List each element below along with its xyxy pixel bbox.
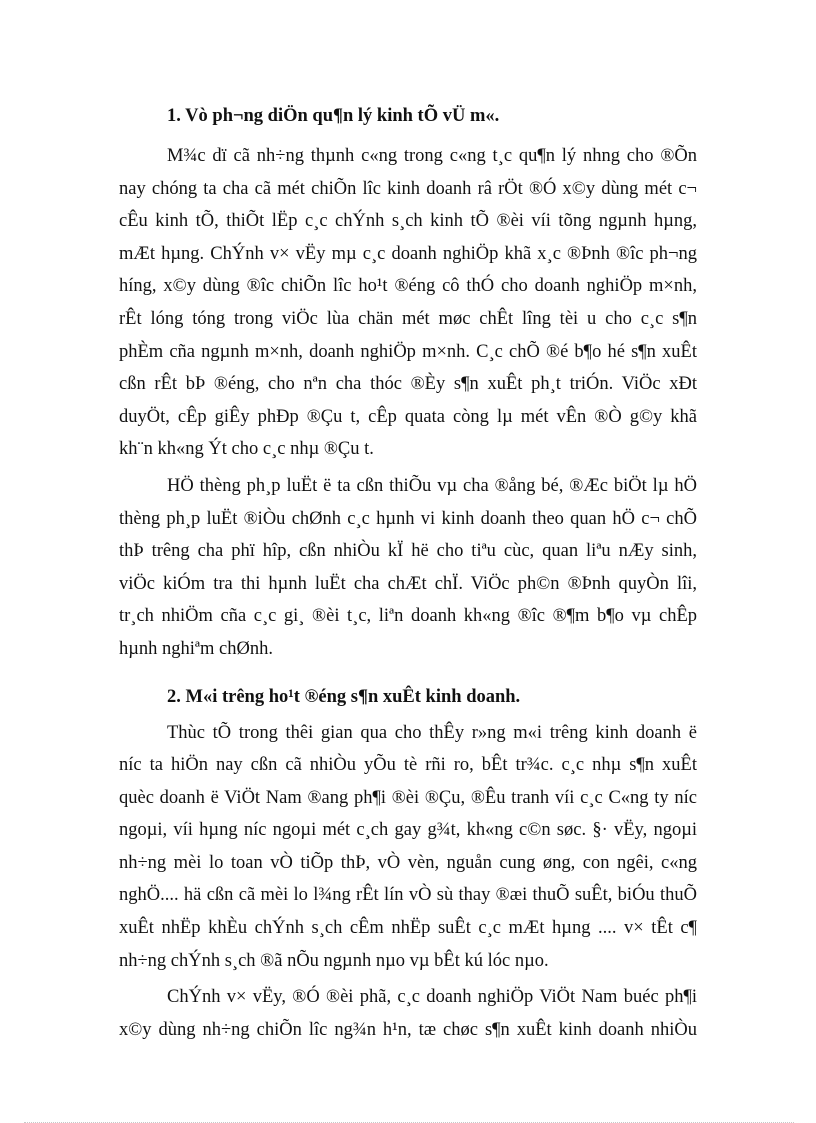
section-2-paragraph-1 [119,717,697,978]
text-line: xuÊt nhËp khÈu chÝnh s¸ch cÊm nhËp suÊt c¸c mÆt hµng .... v× tÊt c¶ [119,918,697,939]
section-2-heading: 2. M«i trêng ho¹t ®éng s¶n xuÊt kinh doanh. [167,686,521,707]
text-line: nh÷ng chÝnh s¸ch ®ã nÕu ngµnh nµo vµ bÊt kú lóc nµo. [119,950,549,971]
text-line: ngoµi, víi hµng níc ngoµi mét c¸ch gay g¾t, kh«ng c©n søc. §· vËy, ngoµi [119,820,697,841]
text-line: HÖ thèng ph¸p luËt ë ta cßn thiÕu vµ cha ®ång bé, ®Æc biÖt lµ hÖ [167,475,697,496]
text-line: phÈm cña ngµnh m×nh, doanh nghiÖp m×nh. C¸c chÕ ®é b¶o hé s¶n xuÊt [119,341,697,362]
text-line: nghÖ.... hä cßn cã mèi lo l¾ng rÊt lín vÒ sù thay ®æi thuÕ suÊt, biÓu thuÕ [119,885,697,906]
text-line: tr¸ch nhiÖm cña c¸c gi¸ ®èi t¸c, liªn doanh kh«ng ®îc ®¶m b¶o vµ chÊp [119,606,697,627]
text-line: duyÖt, cÊp giÊy phÐp ®Çu t, cÊp quata còng lµ mét vÊn ®Ò g©y khã [119,406,697,427]
section-2-paragraph-2 [119,981,697,1046]
document-body [119,98,697,1046]
text-line: níc ta hiÖn nay cßn cã nhiÒu yÕu tè rñi ro, bÊt tr¾c. c¸c nhµ s¶n xuÊt [119,755,697,776]
text-line: x©y dùng nh÷ng chiÕn lîc ng¾n h¹n, tæ chøc s¶n xuÊt kinh doanh nhiÒu [119,1019,697,1040]
text-line: cßn rÊt bÞ ®éng, cho nªn cha thóc ®Èy s¶n xuÊt ph¸t triÓn. ViÖc xÐt [119,374,697,395]
text-line: ChÝnh v× vËy, ®Ó ®èi phã, c¸c doanh nghiÖp ViÖt Nam buéc ph¶i [167,987,697,1008]
section-1-paragraph-1 [119,140,697,466]
text-line: kh¨n kh«ng Ýt cho c¸c nhµ ®Çu t. [119,439,374,460]
text-line: nh÷ng mèi lo toan vÒ tiÕp thÞ, vÒ vèn, nguån cung øng, con ngêi, c«ng [119,852,697,873]
text-line: viÖc kiÓm tra thi hµnh luËt cha chÆt chÏ. ViÖc ph©n ®Þnh quyÒn lîi, [119,573,697,594]
text-line: thÞ trêng cha phï hîp, cßn nhiÒu kÏ hë cho tiªu cùc, quan liªu nÆy sinh, [119,541,697,562]
text-line: thèng ph¸p luËt ®iÒu chØnh c¸c hµnh vi kinh doanh theo quan hÖ c¬ chÕ [119,508,697,529]
section-1-paragraph-2 [119,470,697,666]
text-line: hµnh nghiªm chØnh. [119,638,273,659]
text-line: Thùc tÕ trong thêi gian qua cho thÊy r»ng m«i trêng kinh doanh ë [167,722,697,743]
text-line: mÆt hµng. ChÝnh v× vËy mµ c¸c doanh nghiÖp khã x¸c ®Þnh ®îc ph¬ng [119,243,697,264]
section-1-heading: 1. Vò ph¬ng diÖn qu¶n lý kinh tÕ vÜ m«. [167,106,500,126]
text-line: nay chóng ta cha cã mét chiÕn lîc kinh doanh râ rÖt ®Ó x©y dùng mét c¬ [119,178,697,199]
text-line: cÊu kinh tÕ, thiÕt lËp c¸c chÝnh s¸ch kinh tÕ ®èi víi tõng ngµnh hµng, [119,211,697,232]
text-line: rÊt lóng tóng trong viÖc lùa chän mét møc chÊt lîng tèi u cho c¸c s¶n [119,308,697,329]
text-line: M¾c dï cã nh÷ng thµnh c«ng trong c«ng t¸c qu¶n lý nhng cho ®Õn [167,146,697,166]
text-line: híng, x©y dùng ®îc chiÕn lîc ho¹t ®éng cô thÓ cho doanh nghiÖp m×nh, [119,276,697,297]
text-line: quèc doanh ë ViÖt Nam ®ang ph¶i ®èi ®Çu, ®Êu tranh víi c¸c C«ng ty níc [119,787,697,808]
